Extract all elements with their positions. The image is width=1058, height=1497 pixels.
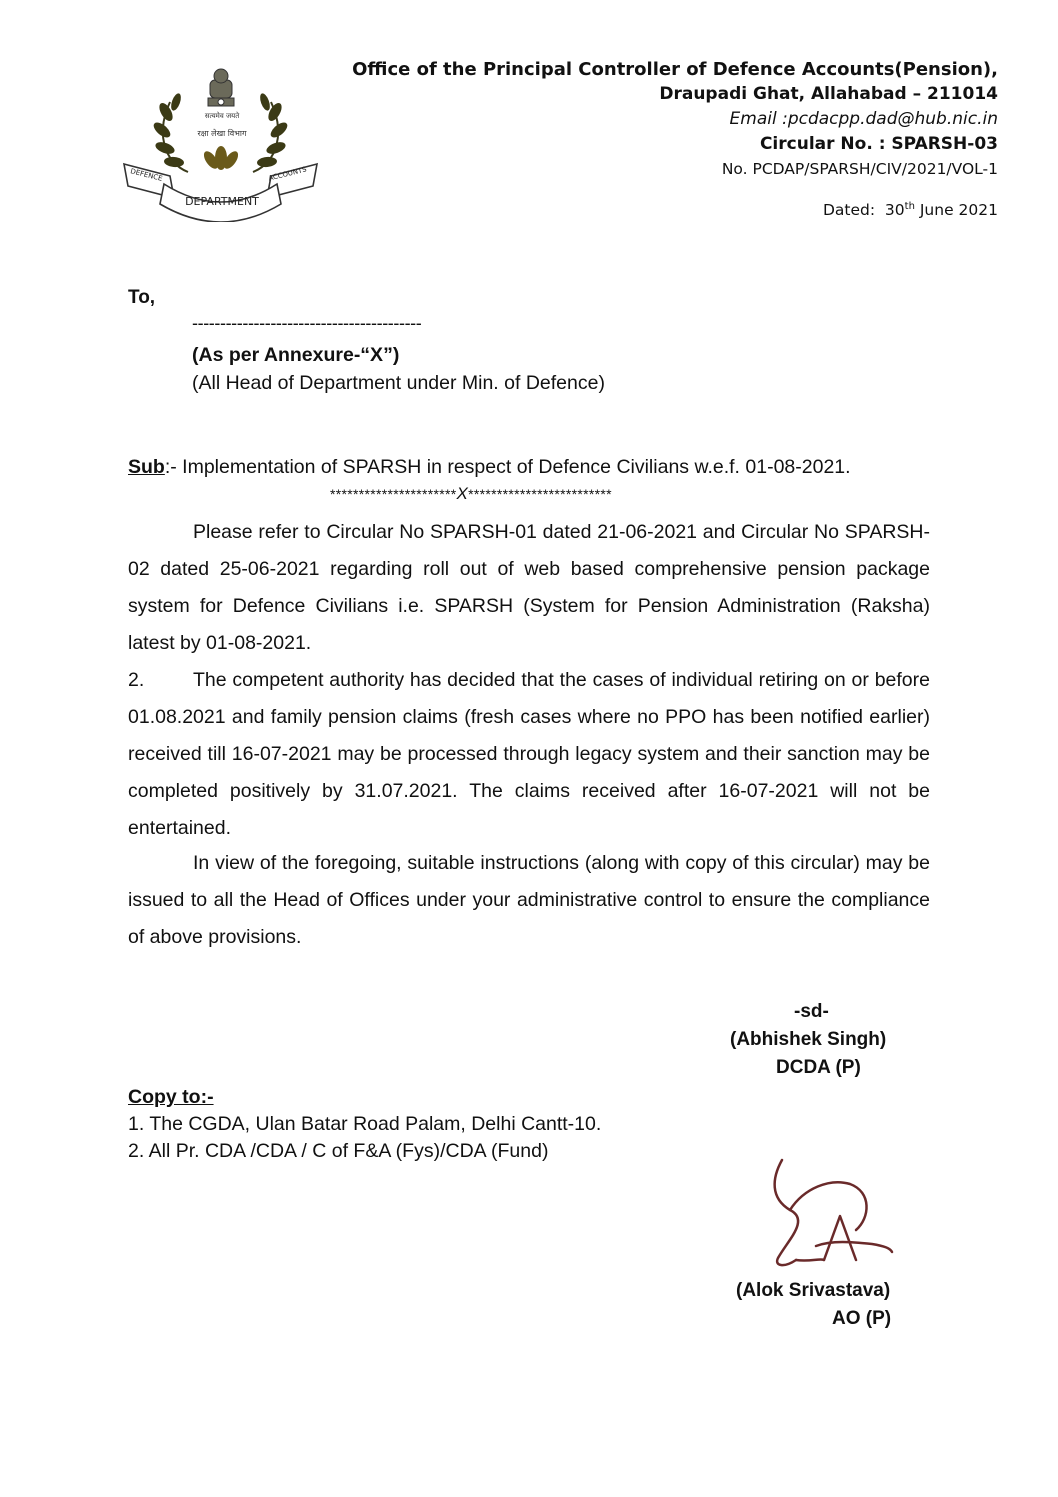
subject-label: Sub (128, 456, 165, 478)
date-rest: June 2021 (919, 201, 998, 220)
emblem-ribbon-right: ACCOUNTS (267, 165, 308, 183)
addressee-department: (All Head of Department under Min. of Defence) (192, 372, 605, 394)
date-label: Dated: (822, 201, 876, 220)
handwritten-signature (760, 1148, 900, 1288)
copy-to-heading: Copy to:- (128, 1086, 214, 1108)
subject-line (128, 449, 948, 486)
paragraph-3: In view of the foregoing, suitable instructions (along with copy of this circular) may be issued to all the Head of Offices under your administrative control to ensure the compliance of above provisions. (128, 852, 930, 948)
signatory-1-sd: -sd- (794, 1001, 829, 1022)
department-emblem (118, 52, 323, 222)
emblem-motto: सत्यमेव जयते (204, 112, 240, 120)
date-suffix: th (904, 201, 915, 212)
paragraph-1: Please refer to Circular No SPARSH-01 dated 21-06-2021 and Circular No SPARSH-02 dated 25-06-2021 regarding roll out of web based comprehensive pension package system for Defence Civilians i.e. SPARSH (System for Pension Administration (Raksha) latest by 01-08-2021. (128, 521, 930, 654)
subject-separator (330, 484, 612, 504)
office-address: Draupadi Ghat, Allahabad – 211014 (659, 84, 998, 104)
signature-icon (760, 1148, 900, 1288)
emblem-ribbon-center: DEPARTMENT (185, 195, 259, 208)
date-day: 30 (884, 201, 905, 220)
separator-stars-left: ********************** (330, 486, 457, 502)
separator-x: X (456, 484, 469, 503)
to-label: To, (128, 287, 156, 308)
separator-stars-right: ************************* (468, 486, 612, 502)
copy-to-section (128, 1084, 601, 1165)
signatory-2-name: (Alok Srivastava) (736, 1280, 891, 1301)
paragraph-2 (128, 662, 930, 847)
office-name: Office of the Principal Controller of Defence Accounts(Pension), (352, 59, 998, 80)
emblem-motto-hindi: रक्षा लेखा विभाग (197, 129, 247, 138)
signatory-2 (736, 1277, 926, 1333)
addressee-dashes: ----------------------------------------- (192, 313, 422, 333)
office-email: Email :pcdacpp.dad@hub.nic.in (729, 109, 998, 129)
paragraph-2-text: The competent authority has decided that the cases of individual retiring on or before 01.08.2021 and family pension claims (fresh cases where no PPO has been notified earlier) received till 16-07-2021 may be processed through legacy system and their sanction may be completed positively by 31.07.2021. The claims received after 16-07-2021 will not be entertained. (128, 669, 930, 839)
addressee-annexure: (As per Annexure-“X”) (192, 344, 400, 366)
circular-date (352, 195, 998, 222)
office-header (352, 58, 998, 222)
signatory-1-designation: DCDA (P) (776, 1057, 861, 1078)
emblem-ribbon-left: DEFENCE (129, 167, 164, 183)
subject-text: :- Implementation of SPARSH in respect of Defence Civilians w.e.f. 01-08-2021. (164, 456, 851, 478)
copy-to-item: 1. The CGDA, Ulan Batar Road Palam, Delhi Cantt-10. (128, 1113, 602, 1135)
signatory-1 (730, 998, 910, 1082)
circular-number: Circular No. : SPARSH-03 (759, 134, 998, 154)
signatory-2-designation: AO (P) (832, 1308, 892, 1329)
copy-to-item: 2. All Pr. CDA /CDA / C of F&A (Fys)/CDA (Fund) (128, 1140, 549, 1162)
paragraph-2-number: 2. (128, 669, 145, 691)
file-number: No. PCDAP/SPARSH/CIV/2021/VOL-1 (721, 160, 998, 178)
signatory-1-name: (Abhishek Singh) (730, 1029, 887, 1050)
